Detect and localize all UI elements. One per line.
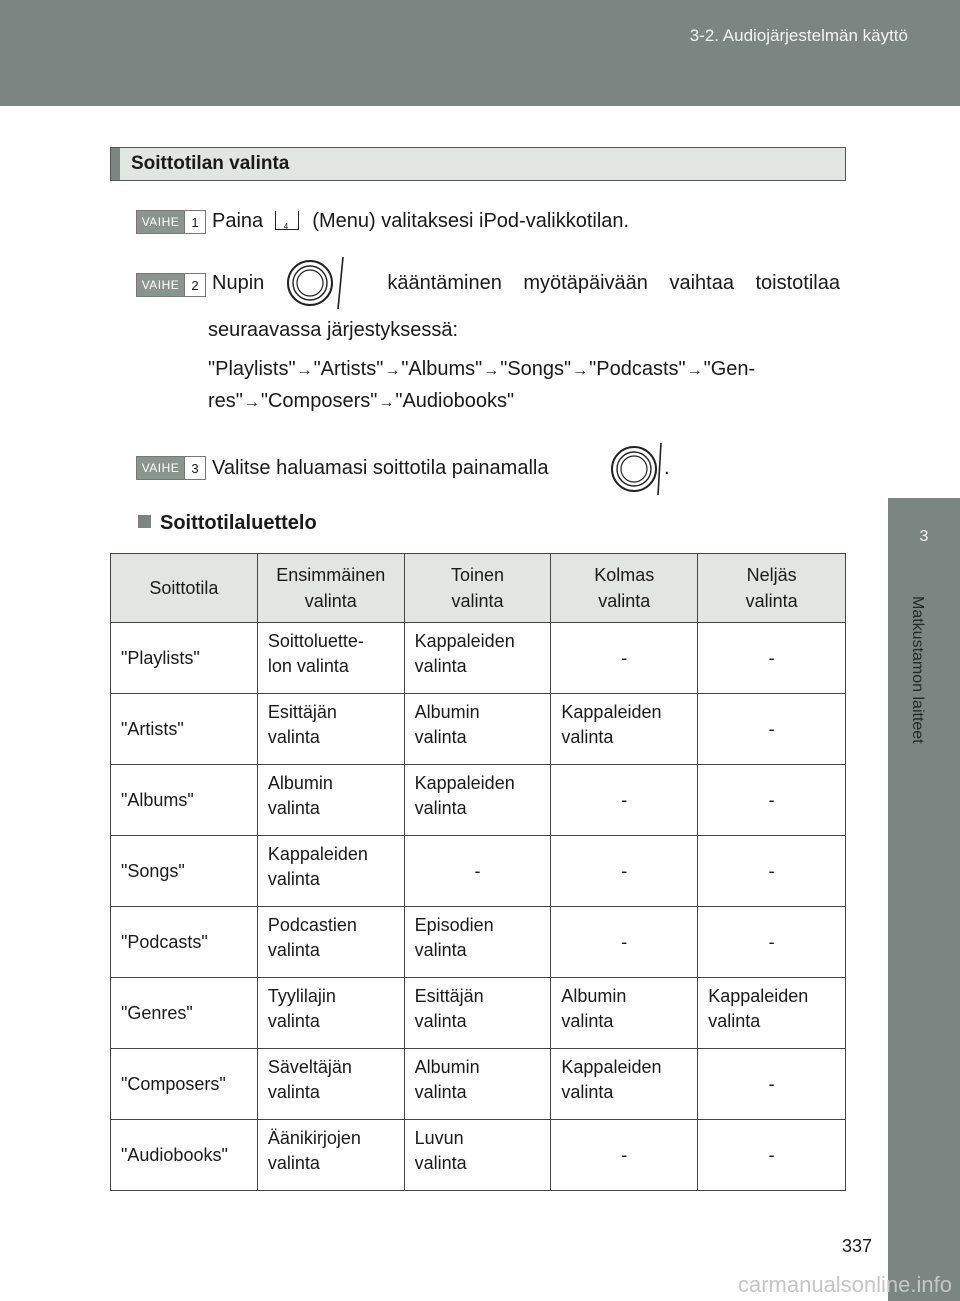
mode-name-cell: "Composers" (111, 1049, 258, 1120)
table-cell: - (551, 1120, 698, 1191)
flow-item: "Audiobooks" (395, 390, 515, 412)
table-cell: Tyylilajin valinta (257, 978, 404, 1049)
chapter-title: 3-2. Audiojärjestelmän käyttö (689, 26, 908, 45)
step-badge-1 (136, 210, 206, 234)
flow-item: "Playlists" (208, 358, 296, 380)
step-2-word: toistotilaa (755, 272, 840, 294)
table-cell: - (551, 907, 698, 978)
table-cell: Episodien valinta (404, 907, 551, 978)
flow-item: "Gen- (703, 358, 756, 380)
mode-name-cell: "Audiobooks" (111, 1120, 258, 1191)
right-arrow-icon: → (296, 362, 313, 379)
side-tab-number: 3 (919, 528, 929, 545)
table-body (111, 623, 846, 1191)
table-cell: Luvun valinta (404, 1120, 551, 1191)
table-cell: - (698, 836, 846, 907)
step-1-after: (Menu) valitaksesi iPod-valikkotilan. (312, 210, 630, 232)
table-row (111, 694, 846, 765)
play-mode-table (110, 553, 846, 1191)
step-2-word: vaihtaa (669, 272, 734, 294)
table-cell: - (404, 836, 551, 907)
table-cell: - (698, 694, 846, 765)
table-cell: Kappaleiden valinta (404, 623, 551, 694)
table-cell: Esittäjän valinta (404, 978, 551, 1049)
table-cell: Albumin valinta (404, 1049, 551, 1120)
mode-flow-line-2 (208, 390, 514, 413)
step-number: 3 (184, 457, 205, 479)
table-cell: - (698, 623, 846, 694)
square-bullet-icon (138, 515, 151, 528)
table-cell: Albumin valinta (404, 694, 551, 765)
step-1-text (212, 209, 629, 233)
step-2-word: Nupin (212, 272, 265, 294)
table-cell: - (698, 765, 846, 836)
subheading-text: Soittotilaluettelo (160, 512, 317, 534)
table-cell: Albumin valinta (551, 978, 698, 1049)
section-header (110, 147, 846, 181)
flow-item: "Artists" (313, 358, 384, 380)
right-arrow-icon: → (483, 362, 500, 379)
step-badge-2 (136, 273, 206, 297)
table-row (111, 836, 846, 907)
table-row (111, 1049, 846, 1120)
table-cell: - (698, 907, 846, 978)
table-cell: Kappaleiden valinta (698, 978, 846, 1049)
step-number: 1 (184, 211, 205, 233)
right-arrow-icon: → (378, 394, 395, 411)
step-label: VAIHE (137, 274, 184, 296)
flow-item: "Albums" (401, 358, 483, 380)
right-arrow-icon: → (686, 362, 703, 379)
table-cell: Äänikirjojen valinta (257, 1120, 404, 1191)
table-cell: Kappaleiden valinta (551, 1049, 698, 1120)
step-2-word: myötäpäivään (523, 272, 648, 294)
mode-flow-line-1 (208, 358, 755, 381)
table-cell: - (698, 1049, 846, 1120)
table-cell: - (551, 836, 698, 907)
step-number: 2 (184, 274, 205, 296)
subheading (138, 512, 317, 535)
table-cell: Esittäjän valinta (257, 694, 404, 765)
page-number: 337 (842, 1236, 873, 1256)
dial-knob-icon (286, 255, 350, 311)
menu-button-glyph: 4 (283, 222, 289, 231)
mode-name-cell: "Songs" (111, 836, 258, 907)
table-cell: Soittoluette- lon valinta (257, 623, 404, 694)
step-badge-3 (136, 456, 206, 480)
menu-button-icon (275, 211, 299, 230)
right-arrow-icon: → (384, 362, 401, 379)
table-header-row (111, 554, 846, 623)
step-label: VAIHE (137, 211, 184, 233)
table-header-cell: Ensimmäinen valinta (257, 554, 404, 623)
section-title: Soittotilan valinta (131, 153, 290, 174)
table-header-cell: Neljäs valinta (698, 554, 846, 623)
mode-name-cell: "Artists" (111, 694, 258, 765)
table-cell: Kappaleiden valinta (551, 694, 698, 765)
mode-name-cell: "Genres" (111, 978, 258, 1049)
step-3-suffix: . (664, 457, 670, 479)
table-cell: Kappaleiden valinta (257, 836, 404, 907)
table-cell: Säveltäjän valinta (257, 1049, 404, 1120)
table-row (111, 1120, 846, 1191)
table-row (111, 907, 846, 978)
table-cell: Kappaleiden valinta (404, 765, 551, 836)
step-1-before: Paina (212, 210, 264, 232)
table-row (111, 623, 846, 694)
mode-name-cell: "Podcasts" (111, 907, 258, 978)
side-tab-label: Matkustamon laitteet (909, 596, 926, 744)
table-cell: - (551, 623, 698, 694)
mode-name-cell: "Albums" (111, 765, 258, 836)
step-3-text: Valitse haluamasi soittotila painamalla (212, 457, 549, 479)
table-cell: - (551, 765, 698, 836)
table-cell: Albumin valinta (257, 765, 404, 836)
step-label: VAIHE (137, 457, 184, 479)
step-2-word: kääntäminen (387, 272, 502, 294)
header-band (0, 0, 960, 106)
watermark: carmanualsonline.info (737, 1272, 952, 1297)
flow-item: "Podcasts" (589, 358, 686, 380)
right-arrow-icon: → (243, 394, 260, 411)
table-header-cell: Kolmas valinta (551, 554, 698, 623)
mode-name-cell: "Playlists" (111, 623, 258, 694)
table-header-cell: Soittotila (111, 554, 258, 623)
table-cell: - (698, 1120, 846, 1191)
table-cell: Podcastien valinta (257, 907, 404, 978)
right-arrow-icon: → (572, 362, 589, 379)
step-2-line-2: seuraavassa järjestyksessä: (208, 319, 459, 341)
table-header-cell: Toinen valinta (404, 554, 551, 623)
flow-item: "Composers" (260, 390, 378, 412)
side-tab (888, 498, 960, 586)
table-row (111, 765, 846, 836)
flow-item: "Songs" (500, 358, 572, 380)
table-row (111, 978, 846, 1049)
flow-item: res" (208, 390, 243, 412)
